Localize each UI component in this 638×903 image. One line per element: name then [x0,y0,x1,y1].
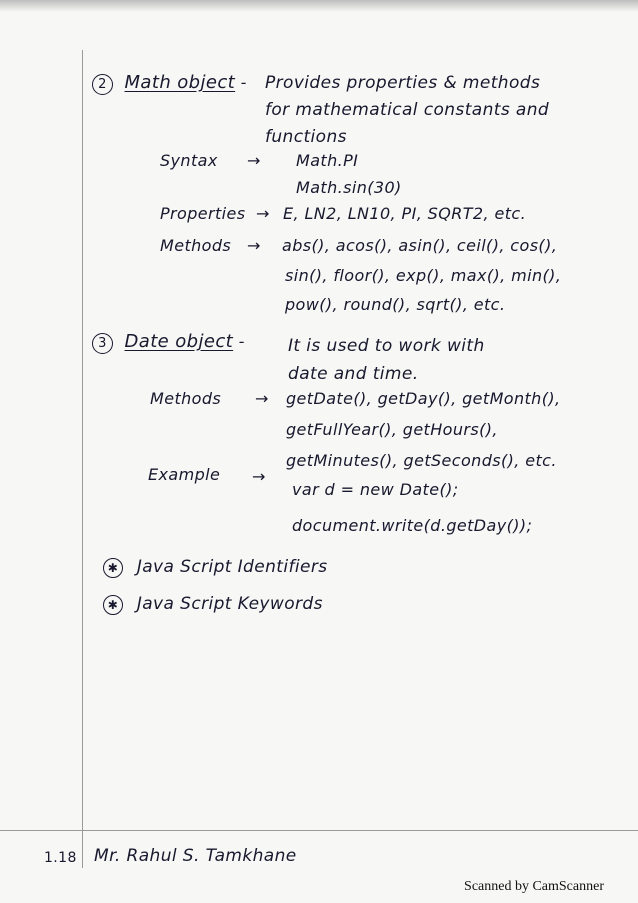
syntax-example: Math.PI [296,151,359,170]
topic-label: Java Script Identifiers [136,557,328,577]
page-number: 1.18 [44,850,77,866]
topic-item [103,557,327,578]
star-bullet-icon: ✱ [103,595,123,615]
date-object-heading-row [92,331,245,354]
footer-line [0,830,638,831]
math-object-heading-row [92,72,247,95]
methods-label: Methods [150,389,222,408]
margin-line [82,50,83,868]
section-number: 2 [92,74,113,95]
math-object-description-line: for mathematical constants and [265,100,550,120]
arrow-icon: → [255,389,269,408]
syntax-label: Syntax [160,151,218,170]
math-methods-line: pow(), round(), sqrt(), etc. [285,295,506,314]
math-object-description-line: functions [265,127,347,147]
properties-value: E, LN2, LN10, PI, SQRT2, etc. [283,204,527,223]
topic-item [103,594,323,615]
date-object-heading: Date object [124,331,234,352]
syntax-example: Math.sin(30) [296,178,402,197]
date-methods-line: getDate(), getDay(), getMonth(), [286,389,561,408]
date-methods-line: getMinutes(), getSeconds(), etc. [286,451,557,470]
methods-label: Methods [160,236,232,255]
properties-label: Properties [160,204,246,223]
date-object-description-line: date and time. [288,364,419,384]
math-methods-line: abs(), acos(), asin(), ceil(), cos(), [282,236,558,255]
math-object-description-line: Provides properties & methods [265,73,541,93]
arrow-icon: → [252,467,266,486]
page-top-edge [0,0,638,12]
math-object-heading: Math object [124,72,236,93]
scanner-credit: Scanned by CamScanner [464,879,604,894]
example-label: Example [148,465,221,484]
author-name: Mr. Rahul S. Tamkhane [94,846,297,866]
date-object-description-line: It is used to work with [288,336,485,356]
arrow-icon: → [256,204,270,223]
topic-label: Java Script Keywords [136,594,323,614]
star-bullet-icon: ✱ [103,558,123,578]
example-code-line: var d = new Date(); [292,480,459,499]
dash: - [240,73,247,92]
date-methods-line: getFullYear(), getHours(), [286,420,498,439]
dash: - [238,332,245,351]
arrow-icon: → [247,236,261,255]
section-number: 3 [92,333,113,354]
example-code-line: document.write(d.getDay()); [292,516,533,535]
math-methods-line: sin(), floor(), exp(), max(), min(), [285,266,562,285]
arrow-icon: → [247,151,261,170]
